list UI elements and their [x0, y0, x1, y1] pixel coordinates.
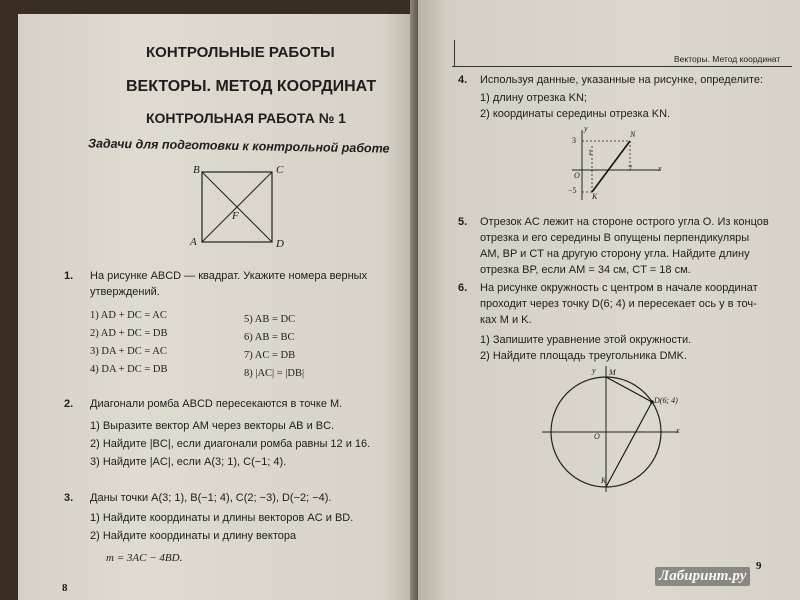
- task2-item-1: 1) Выразите вектор AM через векторы AB и BC.: [90, 420, 335, 432]
- task6-item-1: 1) Запишите уравнение этой окружности.: [480, 334, 692, 346]
- task6-line-1: На рисунке окружность с центром в начале координат: [480, 282, 758, 294]
- task1-text-line1: На рисунке ABCD — квадрат. Укажите номера верных: [90, 270, 368, 282]
- segment-kn: [592, 141, 630, 192]
- task6-graph: [538, 362, 698, 494]
- task3-item-1: 1) Найдите координаты и длины векторов AC и BD.: [90, 512, 354, 524]
- watermark-logo: Лабиринт.ру: [655, 567, 750, 586]
- task4-graph: [568, 126, 668, 206]
- task5-line-3: AM, BP и CT на другую сторону угла. Найдите длину: [480, 248, 750, 260]
- task1-item-7: 7) AC = DB: [244, 350, 296, 361]
- topic-title: ВЕКТОРЫ. МЕТОД КООРДИНАТ: [126, 78, 377, 95]
- prep-title: Задачи для подготовки к контрольной работе: [87, 136, 390, 156]
- task5-line-1: Отрезок AC лежит на стороне острого угла O. Из концов: [480, 216, 769, 228]
- square-figure: [188, 164, 288, 254]
- g6-d-label: D(6; 4): [654, 396, 678, 405]
- g4-tick-7: 7: [628, 164, 632, 173]
- task3-item-2: 2) Найдите координаты и длину вектора: [90, 530, 297, 542]
- g4-tick-minus5: −5: [568, 186, 577, 195]
- label-f: F: [232, 210, 239, 222]
- task1-item-8: 8) |AC| = |DB|: [244, 368, 305, 379]
- section-title: КОНТРОЛЬНЫЕ РАБОТЫ: [146, 44, 335, 61]
- g4-tick-1: 1: [588, 148, 592, 157]
- task2-text: Диагонали ромба ABCD пересекаются в точке M.: [90, 398, 343, 410]
- task1-text-line2: утверждений.: [90, 286, 160, 298]
- header-rule: [452, 66, 792, 67]
- page-number-left: 8: [62, 582, 68, 594]
- task5-number: 5.: [458, 216, 468, 228]
- task6-line-3: ках M и K.: [480, 314, 532, 326]
- g4-k-label: K: [592, 192, 598, 201]
- label-a: A: [190, 236, 197, 248]
- task1-item-5: 5) AB = DC: [244, 314, 296, 325]
- task2-number: 2.: [64, 398, 74, 410]
- label-d: D: [276, 238, 284, 250]
- g6-x-label: x: [676, 426, 680, 435]
- task4-item-2: 2) координаты середины отрезка KN.: [480, 108, 671, 120]
- g6-m-label: M: [609, 368, 616, 377]
- task4-number: 4.: [458, 74, 468, 86]
- task3-text: Даны точки A(3; 1), B(−1; 4), C(2; −3), D(−2; −4).: [90, 492, 332, 504]
- task2-item-2: 2) Найдите |BC|, если диагонали ромба равны 12 и 16.: [90, 438, 371, 450]
- g4-y-label: y: [584, 124, 588, 133]
- task4-text: Используя данные, указанные на рисунке, определите:: [480, 74, 764, 86]
- g6-o-label: O: [594, 432, 600, 441]
- task3-formula: m = 3AC − 4BD.: [106, 552, 183, 564]
- task1-number: 1.: [64, 270, 74, 282]
- segment-md: [606, 377, 652, 402]
- task6-number: 6.: [458, 282, 468, 294]
- g4-n-label: N: [630, 130, 636, 139]
- task1-item-6: 6) AB = BC: [244, 332, 295, 343]
- work-title: КОНТРОЛЬНАЯ РАБОТА № 1: [146, 110, 346, 126]
- g4-x-label: x: [658, 164, 662, 173]
- label-c: C: [276, 164, 284, 176]
- task1-item-2: 2) AD + DC = DB: [90, 328, 168, 339]
- segment-dk: [606, 402, 652, 487]
- label-b: B: [193, 164, 200, 176]
- right-page: [418, 0, 800, 600]
- page-number-right: 9: [756, 560, 762, 572]
- task5-line-2: отрезка и его середины B опущены перпендикуляры: [480, 232, 750, 244]
- g6-k-label: K: [601, 476, 607, 485]
- header-rule-vertical: [454, 40, 455, 66]
- task6-line-2: проходит через точку D(6; 4) и пересекает ось y в точ-: [480, 298, 757, 310]
- g4-tick-3: 3: [572, 136, 576, 145]
- task1-item-1: 1) AD + DC = AC: [90, 310, 167, 321]
- task4-item-1: 1) длину отрезка KN;: [480, 92, 587, 104]
- task6-item-2: 2) Найдите площадь треугольника DMK.: [480, 350, 688, 362]
- g6-y-label: y: [592, 366, 596, 375]
- task2-item-3: 3) Найдите |AC|, если A(3; 1), C(−1; 4).: [90, 456, 287, 468]
- g4-o-label: O: [574, 171, 580, 180]
- task5-line-4: отрезка BP, если AM = 34 см, CT = 18 см.: [480, 264, 691, 276]
- task1-item-4: 4) DA + DC = DB: [90, 364, 168, 375]
- task3-number: 3.: [64, 492, 74, 504]
- running-header: Векторы. Метод координат: [674, 54, 781, 64]
- task1-item-3: 3) DA + DC = AC: [90, 346, 167, 357]
- left-page: [18, 14, 416, 600]
